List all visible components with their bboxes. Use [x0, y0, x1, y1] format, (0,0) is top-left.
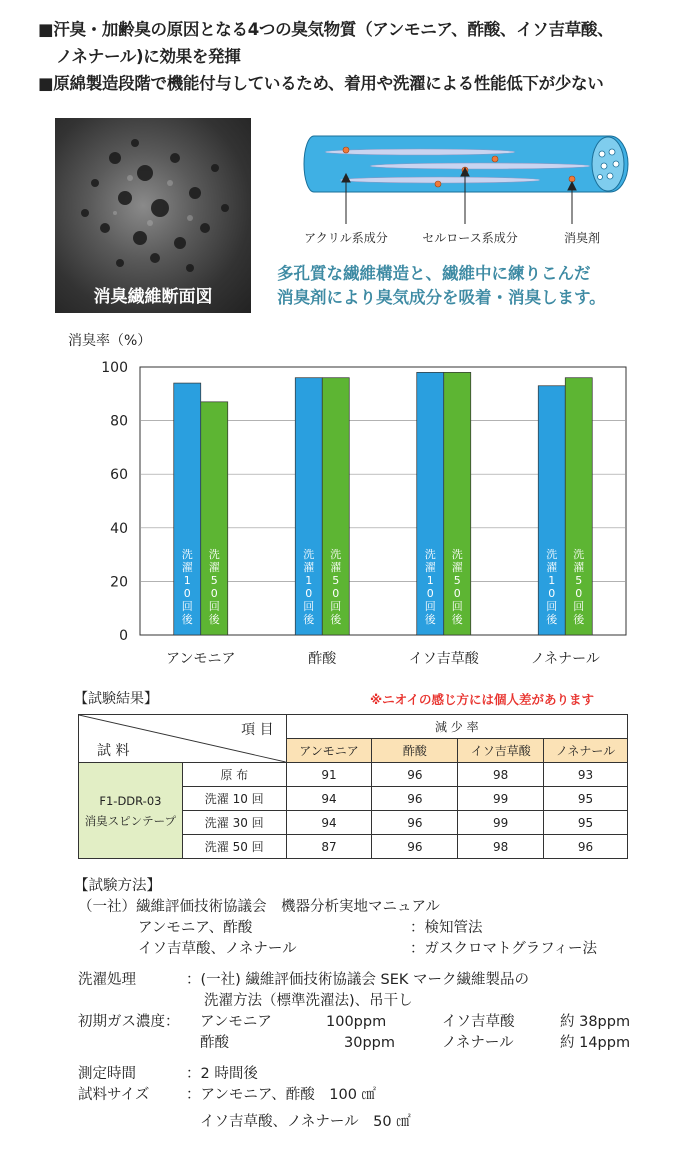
bar-series-label: 5	[575, 574, 583, 587]
feature-bullets	[38, 16, 688, 97]
y-tick-label: 40	[110, 520, 128, 537]
gas-value: 100ppm	[326, 1014, 387, 1030]
table-cell: 94	[286, 811, 372, 835]
y-tick-label: 80	[110, 413, 128, 430]
bar-series-label: 0	[453, 587, 461, 600]
table-cell: 98	[458, 835, 544, 859]
bar-series-label: 濯	[424, 561, 436, 574]
results-table	[78, 714, 628, 859]
y-tick-label: 100	[101, 360, 128, 376]
bar-series-label: 濯	[181, 561, 193, 574]
gas-value: 約 38ppm	[560, 1014, 631, 1030]
test-method-section	[74, 876, 684, 1133]
bar-series-label: 洗	[424, 548, 436, 561]
gas-value: 30ppm	[344, 1035, 395, 1051]
bar-series-label: 洗	[181, 548, 193, 561]
y-tick-label: 60	[110, 467, 128, 484]
bar-series-label: 後	[573, 613, 585, 626]
x-category-label: イソ吉草酸	[408, 651, 479, 667]
bar-series-label: 回	[573, 600, 585, 613]
bar-series-label: 後	[208, 613, 220, 626]
time-label: 測定時間	[78, 1066, 136, 1082]
description-line: 消臭剤により臭気成分を吸着・消臭します。	[277, 288, 606, 307]
method-org: （一社）繊維評価技術協議会 機器分析実地マニュアル	[78, 899, 440, 915]
bar-series-label: 0	[210, 587, 218, 600]
bar-series-label: 回	[208, 600, 220, 613]
bar-series-label: 0	[575, 587, 583, 600]
method-subject: アンモニア、酢酸	[138, 920, 253, 936]
table-cell: 96	[372, 787, 458, 811]
bar-series-label: 後	[330, 613, 342, 626]
label-deodorant: 消臭剤	[563, 231, 601, 245]
bar-series-label: 回	[424, 600, 436, 613]
bar-series-label: 1	[305, 574, 313, 587]
x-category-label: 酢酸	[308, 651, 337, 667]
table-cell: 93	[544, 763, 628, 787]
table-cell: 94	[286, 787, 372, 811]
gas-item: ノネナール	[442, 1035, 514, 1051]
bar-series-label: 5	[332, 574, 340, 587]
bar-series-label: 洗	[546, 548, 558, 561]
table-cell: 99	[458, 787, 544, 811]
size-value: イソ吉草酸、ノネナール 50 ㎠	[200, 1114, 411, 1130]
sample-product: 消臭スピンテープ	[84, 813, 177, 828]
fiber-structure-diagram	[300, 124, 640, 254]
table-cell: 95	[544, 787, 628, 811]
bar-series-label: 5	[453, 574, 461, 587]
corner-bottom-label: 試 料	[97, 743, 130, 759]
bar-series-label: 濯	[330, 561, 342, 574]
x-category-label: ノネナール	[530, 651, 600, 667]
table-cell: 96	[372, 811, 458, 835]
row-label: 原 布	[182, 763, 286, 787]
bullet-line: ノネナール)に効果を発揮	[56, 47, 241, 66]
bar-series-label: 回	[451, 600, 463, 613]
size-value: ：アンモニア、酢酸 100 ㎠	[186, 1087, 377, 1103]
fiber-cross-section-photo	[55, 118, 251, 313]
table-cell: 98	[458, 763, 544, 787]
bar-series-label: 洗	[303, 548, 315, 561]
bar-series-label: 後	[181, 613, 193, 626]
bar-series-label: 0	[332, 587, 340, 600]
bar-series-label: 濯	[303, 561, 315, 574]
bar-series-label: 回	[330, 600, 342, 613]
description-line: 多孔質な繊維構造と、繊維中に練りこんだ	[277, 264, 591, 283]
photo-caption: 消臭繊維断面図	[93, 287, 213, 307]
bar-series-label: 洗	[451, 548, 463, 561]
bar-series-label: 濯	[451, 561, 463, 574]
table-cell: 95	[544, 811, 628, 835]
fiber-description	[277, 262, 697, 310]
table-header-group: 減 少 率	[286, 715, 627, 739]
sample-code: F1-DDR-03	[99, 793, 162, 808]
gas-label: 初期ガス濃度：	[78, 1014, 180, 1030]
method-technique: ：検知管法	[410, 920, 483, 936]
gas-value: 約 14ppm	[560, 1035, 631, 1051]
results-title: 【試験結果】	[74, 691, 158, 707]
table-column-header: イソ吉草酸	[458, 739, 544, 763]
bar-series-label: 5	[210, 574, 218, 587]
corner-top-label: 項 目	[241, 722, 274, 738]
sample-name-cell	[79, 763, 183, 859]
wash-value: 洗濯方法（標準洗濯法)、吊干し	[204, 993, 413, 1009]
y-tick-label: 20	[110, 574, 128, 591]
wash-value: ：(一社) 繊維評価技術協議会 SEK マーク繊維製品の	[186, 972, 530, 988]
label-cellulose: セルロース系成分	[422, 231, 518, 245]
table-cell: 91	[286, 763, 372, 787]
bar-series-label: 回	[303, 600, 315, 613]
table-cell: 99	[458, 811, 544, 835]
table-row	[79, 763, 628, 787]
method-title: 【試験方法】	[74, 878, 161, 894]
deodorization-chart	[78, 355, 638, 675]
bar-series-label: 濯	[208, 561, 220, 574]
bar-series-label: 回	[181, 600, 193, 613]
bar-series-label: 後	[451, 613, 463, 626]
wash-label: 洗濯処理	[78, 972, 136, 988]
table-cell: 87	[286, 835, 372, 859]
chart-y-axis-label: 消臭率（%）	[68, 333, 152, 349]
bar-series-label: 後	[546, 613, 558, 626]
row-label: 洗濯 50 回	[182, 835, 286, 859]
gas-item: 酢酸	[200, 1035, 229, 1051]
results-note: ※ニオイの感じ方には個人差があります	[370, 692, 595, 707]
method-technique: ：ガスクロマトグラフィー法	[410, 941, 598, 957]
table-cell: 96	[372, 763, 458, 787]
method-subject: イソ吉草酸、ノネナール	[138, 941, 297, 957]
gas-item: アンモニア	[200, 1014, 272, 1030]
bar-series-label: 回	[546, 600, 558, 613]
table-corner-header	[79, 715, 287, 763]
size-label: 試料サイズ	[78, 1087, 150, 1103]
bar-series-label: 1	[183, 574, 191, 587]
gas-item: イソ吉草酸	[442, 1014, 515, 1030]
label-acrylic: アクリル系成分	[304, 231, 388, 245]
bar-series-label: 1	[426, 574, 434, 587]
bar-series-label: 1	[548, 574, 556, 587]
table-column-header: アンモニア	[286, 739, 372, 763]
bullet-line: ■原綿製造段階で機能付与しているため、着用や洗濯による性能低下が少ない	[38, 74, 604, 93]
bar-series-label: 0	[305, 587, 313, 600]
bar-series-label: 後	[424, 613, 436, 626]
time-value: ：2 時間後	[186, 1066, 258, 1082]
x-category-label: アンモニア	[166, 651, 236, 667]
bar-series-label: 洗	[330, 548, 342, 561]
bar-series-label: 濯	[546, 561, 558, 574]
bar-series-label: 洗	[573, 548, 585, 561]
bar-series-label: 0	[183, 587, 191, 600]
table-cell: 96	[372, 835, 458, 859]
table-column-header: ノネナール	[544, 739, 628, 763]
bar-series-label: 0	[548, 587, 556, 600]
bar-series-label: 後	[303, 613, 315, 626]
row-label: 洗濯 30 回	[182, 811, 286, 835]
bar-series-label: 洗	[208, 548, 220, 561]
bullet-line: ■汗臭・加齢臭の原因となる4つの臭気物質（アンモニア、酢酸、イソ吉草酸、	[38, 20, 614, 39]
table-column-header: 酢酸	[372, 739, 458, 763]
table-cell: 96	[544, 835, 628, 859]
y-tick-label: 0	[119, 628, 128, 644]
bar-series-label: 0	[426, 587, 434, 600]
chart-svg	[78, 355, 638, 675]
bar-series-label: 濯	[573, 561, 585, 574]
row-label: 洗濯 10 回	[182, 787, 286, 811]
